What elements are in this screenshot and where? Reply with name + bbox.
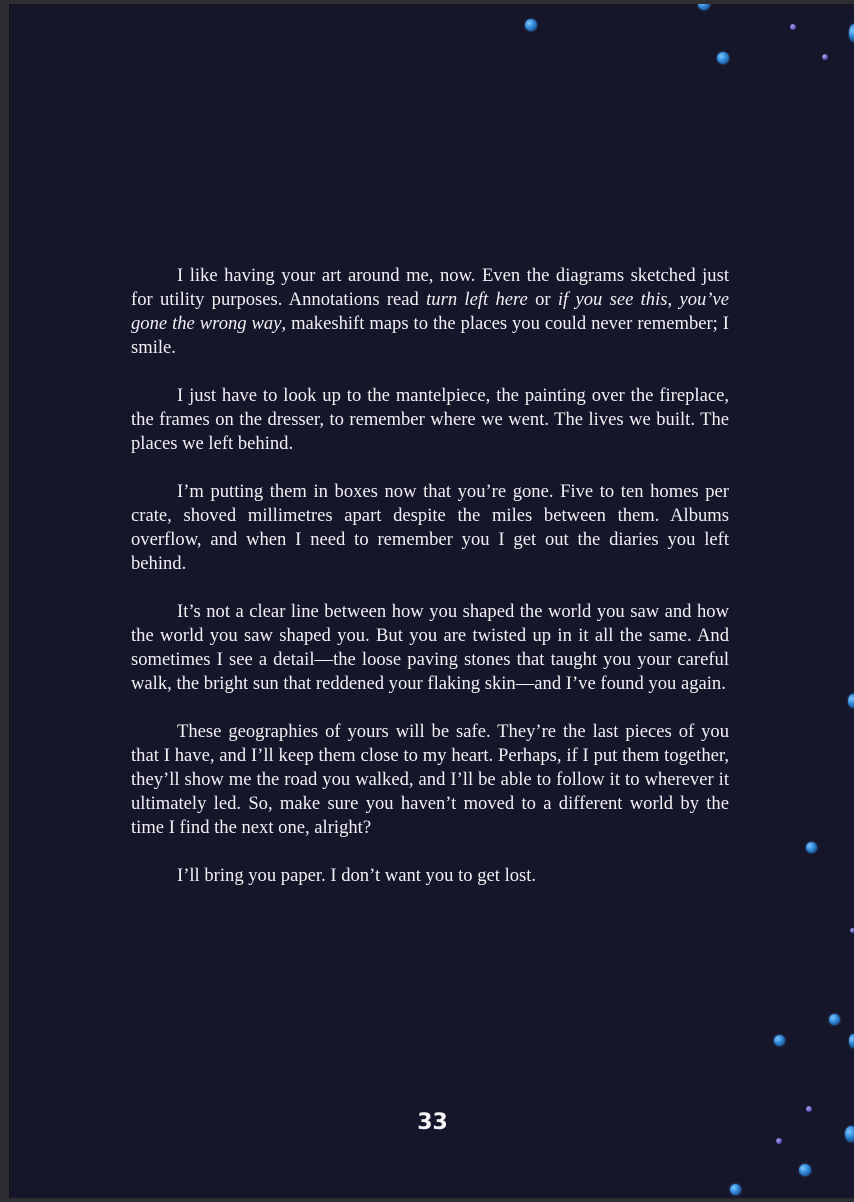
decorative-dot	[850, 928, 854, 933]
page-number: 33	[417, 1110, 448, 1135]
decorative-dot	[849, 24, 854, 42]
decorative-dot	[776, 1138, 782, 1144]
italic-text: if you see this, you’ve gone the wrong way	[131, 289, 729, 334]
decorative-dot	[698, 4, 710, 10]
decorative-dot	[774, 1035, 785, 1046]
decorative-dot	[848, 694, 854, 708]
text-run: These geographies of yours will be safe. They’re the last pieces of you that I have, and I’ll keep them close to my heart. Perhaps, if I put them together, they’ll show me the road you walked, and I’ll be able to follow it to wherever it ultimately led. So, make sure you haven’t moved to a different world by the time I find the next one, alright?	[131, 721, 729, 838]
text-run: It’s not a clear line between how you shaped the world you saw and how the world you saw shaped you. But you are twisted up in it all the same. And sometimes I see a detail—the loose paving stones that taught you your careful walk, the bright sun that reddened your flaking skin—and I’ve found you again.	[131, 601, 729, 694]
decorative-dot	[730, 1184, 741, 1195]
paragraph	[131, 264, 729, 360]
paragraph	[131, 864, 729, 888]
text-run: , makeshift maps to the places you could never remember; I smile.	[131, 313, 729, 358]
paragraph	[131, 720, 729, 840]
book-page	[9, 4, 854, 1198]
decorative-dot	[790, 24, 796, 30]
paragraph	[131, 480, 729, 576]
decorative-dot	[799, 1164, 811, 1176]
text-run: I just have to look up to the mantelpiece, the painting over the fireplace, the frames on the dresser, to remember where we went. The lives we built. The places we left behind.	[131, 385, 729, 454]
decorative-dot	[806, 842, 817, 853]
italic-text: turn left here	[426, 289, 528, 310]
decorative-dot	[717, 52, 729, 64]
text-run: I’m putting them in boxes now that you’re gone. Five to ten homes per crate, shoved millimetres apart despite the miles between them. Albums overflow, and when I need to remember you I get out the diaries you left behind.	[131, 481, 729, 574]
decorative-dot	[849, 1034, 854, 1048]
decorative-dot	[525, 19, 537, 31]
decorative-dot	[829, 1014, 840, 1025]
text-run: or	[527, 289, 558, 310]
text-run: I’ll bring you paper. I don’t want you to get lost.	[177, 865, 537, 886]
decorative-dot	[822, 54, 828, 60]
paragraph	[131, 600, 729, 696]
body-text	[131, 264, 729, 912]
paragraph	[131, 384, 729, 456]
text-run: I like having your art around me, now. Even the diagrams sketched just for utility purposes. Annotations read	[131, 265, 729, 310]
